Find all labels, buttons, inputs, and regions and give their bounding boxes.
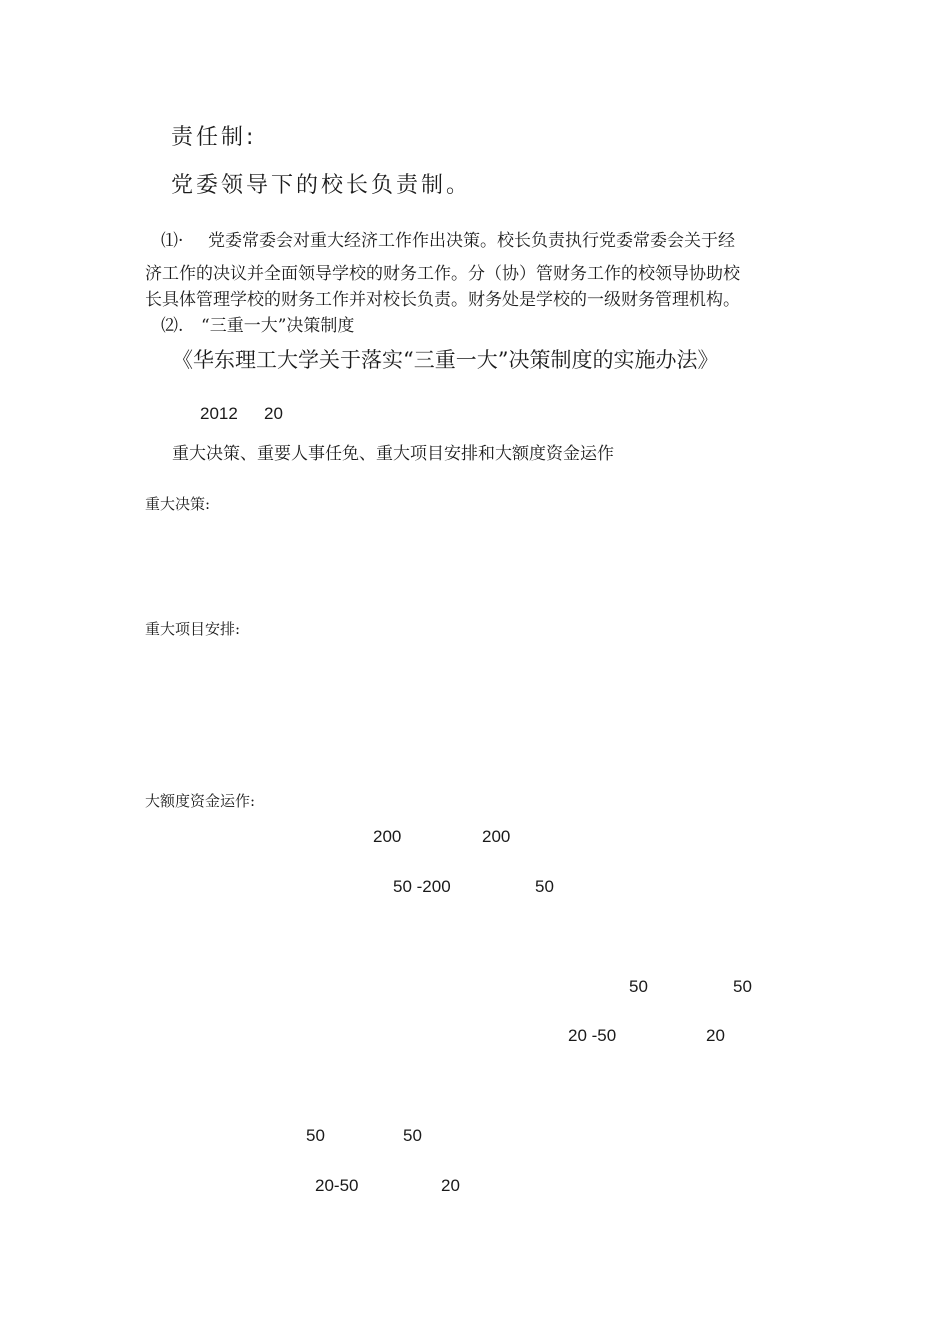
amount-value: 200 — [373, 827, 402, 846]
amount-value: 20 — [706, 1026, 725, 1045]
amount-range: 20 -50 — [568, 1026, 617, 1045]
list-marker: ⑵. — [161, 316, 184, 336]
document-title: 《华东理工大学关于落实“三重一大”决策制度的实施办法》 — [172, 348, 719, 372]
label-large-funds: 大额度资金运作: — [145, 792, 256, 810]
amount-value: 50 — [535, 877, 554, 896]
amount-value: 50 — [306, 1126, 325, 1145]
paragraph-line: 党委常委会对重大经济工作作出决策。校长负责执行党委常委会关于经 — [208, 231, 735, 251]
document-number: 20 — [264, 404, 283, 423]
list-item-label: “三重一大”决策制度 — [201, 316, 355, 336]
section-heading: 责任制: — [171, 125, 257, 150]
amount-value: 20 — [441, 1176, 460, 1195]
section-subheading: 党委领导下的校长负责制。 — [171, 173, 472, 198]
paragraph-line: 济工作的决议并全面领导学校的财务工作。分（协）管财务工作的校领导协助校 — [145, 264, 740, 284]
year-value: 2012 — [200, 404, 238, 423]
paragraph-line: 长具体管理学校的财务工作并对校长负责。财务处是学校的一级财务管理机构。 — [145, 290, 740, 310]
label-major-projects: 重大项目安排: — [145, 620, 241, 638]
amount-range: 20-50 — [315, 1176, 359, 1195]
amount-value: 50 — [629, 977, 648, 996]
amount-value: 200 — [482, 827, 511, 846]
amount-value: 50 — [403, 1126, 422, 1145]
label-major-decisions: 重大决策: — [145, 495, 211, 513]
amount-value: 50 — [733, 977, 752, 996]
scope-text: 重大决策、重要人事任免、重大项目安排和大额度资金运作 — [172, 444, 614, 464]
list-marker: ⑴· — [161, 231, 184, 251]
amount-range: 50 -200 — [393, 877, 451, 896]
